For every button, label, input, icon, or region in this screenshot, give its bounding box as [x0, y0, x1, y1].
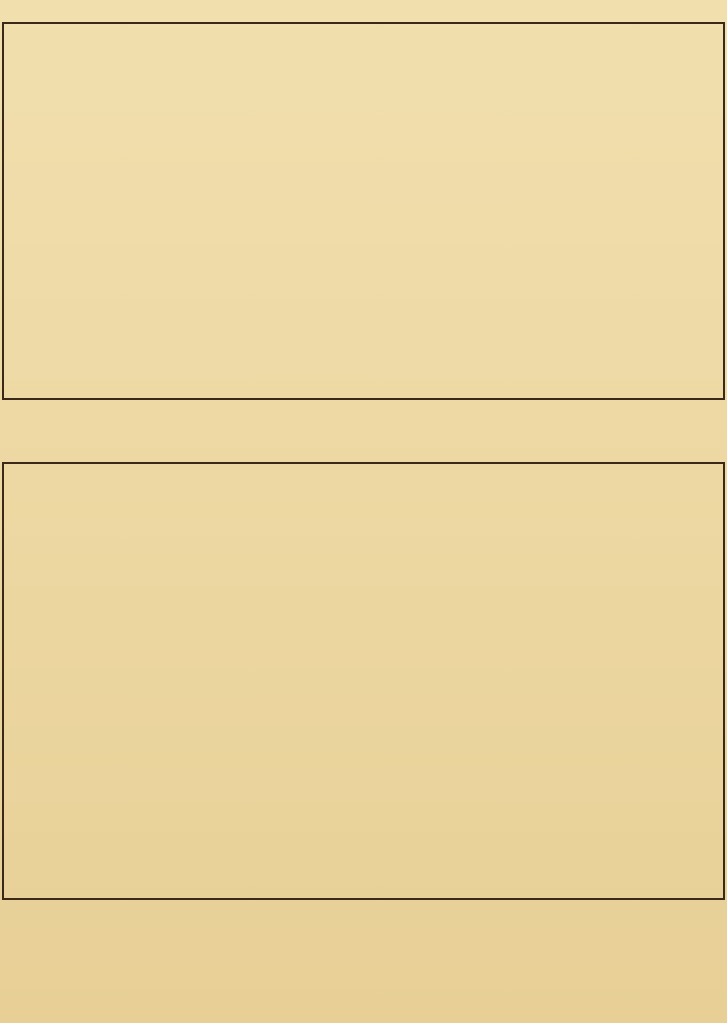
ingersoll-table-frame: [2, 22, 725, 400]
burwell-table-frame: [2, 462, 725, 900]
